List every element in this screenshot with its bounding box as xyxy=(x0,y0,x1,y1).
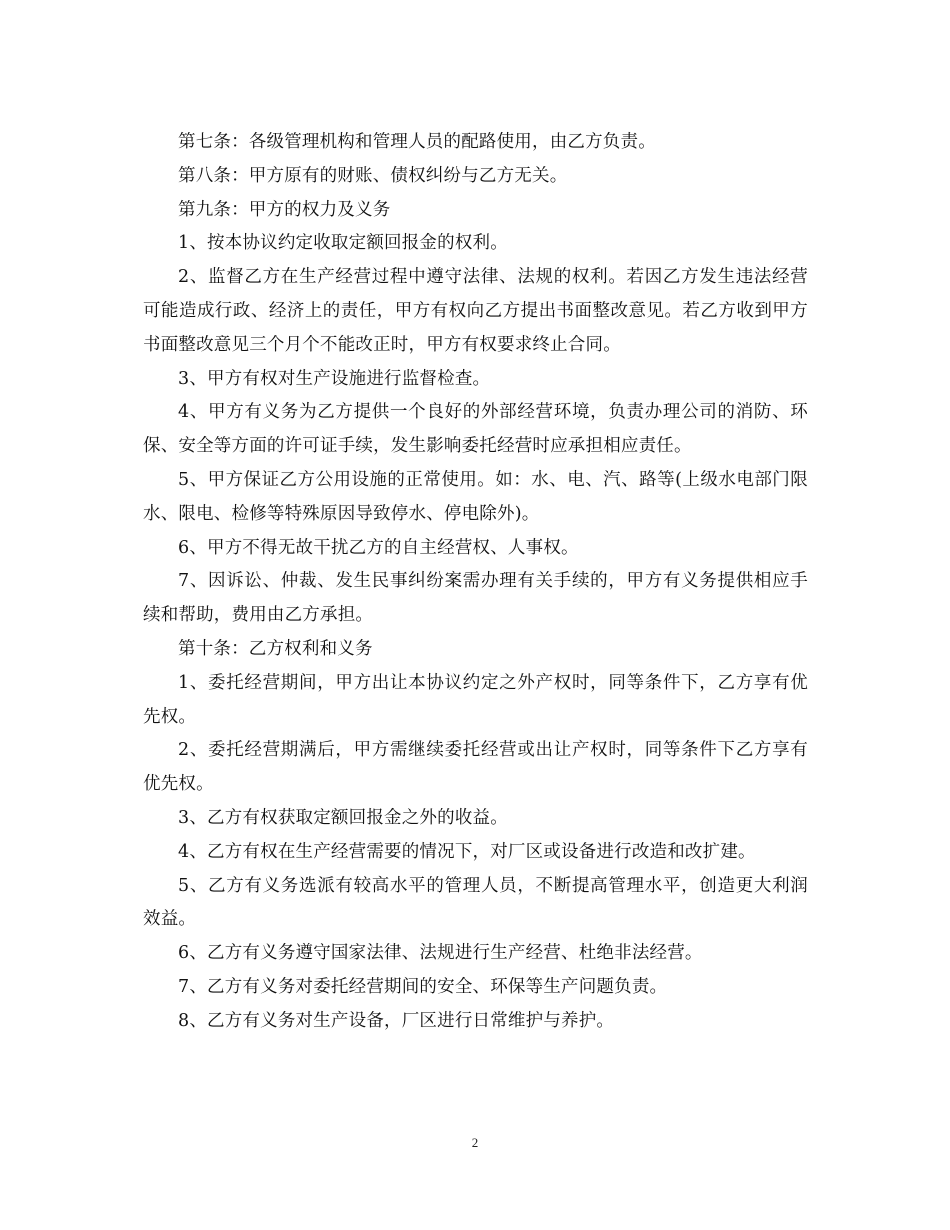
paragraph-article-10-heading: 第十条：乙方权利和义务 xyxy=(178,638,373,659)
paragraph-party-b-item-6: 6、乙方有义务遵守国家法律、法规进行生产经营、杜绝非法经营。 xyxy=(178,943,703,964)
paragraph-party-a-item-2: 2、监督乙方在生产经营过程中遵守法律、法规的权利。若因乙方发生违法经营可能造成行政、经济上的责任，甲方有权向乙方提出书面整改意见。若乙方收到甲方书面整改意见三个月个不能改正时，甲方有权要求终止合同。 xyxy=(143,267,808,355)
paragraph-article-8: 第八条：甲方原有的财账、债权纠纷与乙方无关。 xyxy=(178,165,568,186)
paragraph-party-a-item-4: 4、甲方有义务为乙方提供一个良好的外部经营环境，负责办理公司的消防、环保、安全等方面的许可证手续，发生影响委托经营时应承担相应责任。 xyxy=(143,402,808,457)
document-body xyxy=(143,126,808,1039)
paragraph-party-b-item-1: 1、委托经营期间，甲方出让本协议约定之外产权时，同等条件下，乙方享有优先权。 xyxy=(143,672,808,727)
paragraph-party-b-item-8: 8、乙方有义务对生产设备，厂区进行日常维护与养护。 xyxy=(178,1010,615,1031)
paragraph-article-7: 第七条：各级管理机构和管理人员的配路使用，由乙方负责。 xyxy=(178,132,656,152)
paragraph-party-a-item-5: 5、甲方保证乙方公用设施的正常使用。如：水、电、汽、路等(上级水电部门限水、限电、检修等特殊原因导致停水、停电除外)。 xyxy=(143,469,808,524)
paragraph-party-b-item-4: 4、乙方有权在生产经营需要的情况下，对厂区或设备进行改造和改扩建。 xyxy=(178,841,756,862)
paragraph-party-b-item-7: 7、乙方有义务对委托经营期间的安全、环保等生产问题负责。 xyxy=(178,976,668,997)
page-number: 2 xyxy=(471,1135,479,1150)
paragraph-party-a-item-1: 1、按本协议约定收取定额回报金的权利。 xyxy=(178,233,508,254)
paragraph-party-b-item-3: 3、乙方有权获取定额回报金之外的收益。 xyxy=(178,807,508,828)
paragraph-party-b-item-5: 5、乙方有义务选派有较高水平的管理人员，不断提高管理水平，创造更大利润效益。 xyxy=(143,875,808,930)
paragraph-party-a-item-3: 3、甲方有权对生产设施进行监督检查。 xyxy=(178,368,491,389)
paragraph-party-b-item-2: 2、委托经营期满后，甲方需继续委托经营或出让产权时，同等条件下乙方享有优先权。 xyxy=(143,740,808,795)
paragraph-article-9-heading: 第九条：甲方的权力及义务 xyxy=(178,199,391,220)
paragraph-party-a-item-7: 7、因诉讼、仲裁、发生民事纠纷案需办理有关手续的，甲方有义务提供相应手续和帮助，费用由乙方承担。 xyxy=(143,571,808,626)
paragraph-party-a-item-6: 6、甲方不得无故干扰乙方的自主经营权、人事权。 xyxy=(178,537,579,558)
